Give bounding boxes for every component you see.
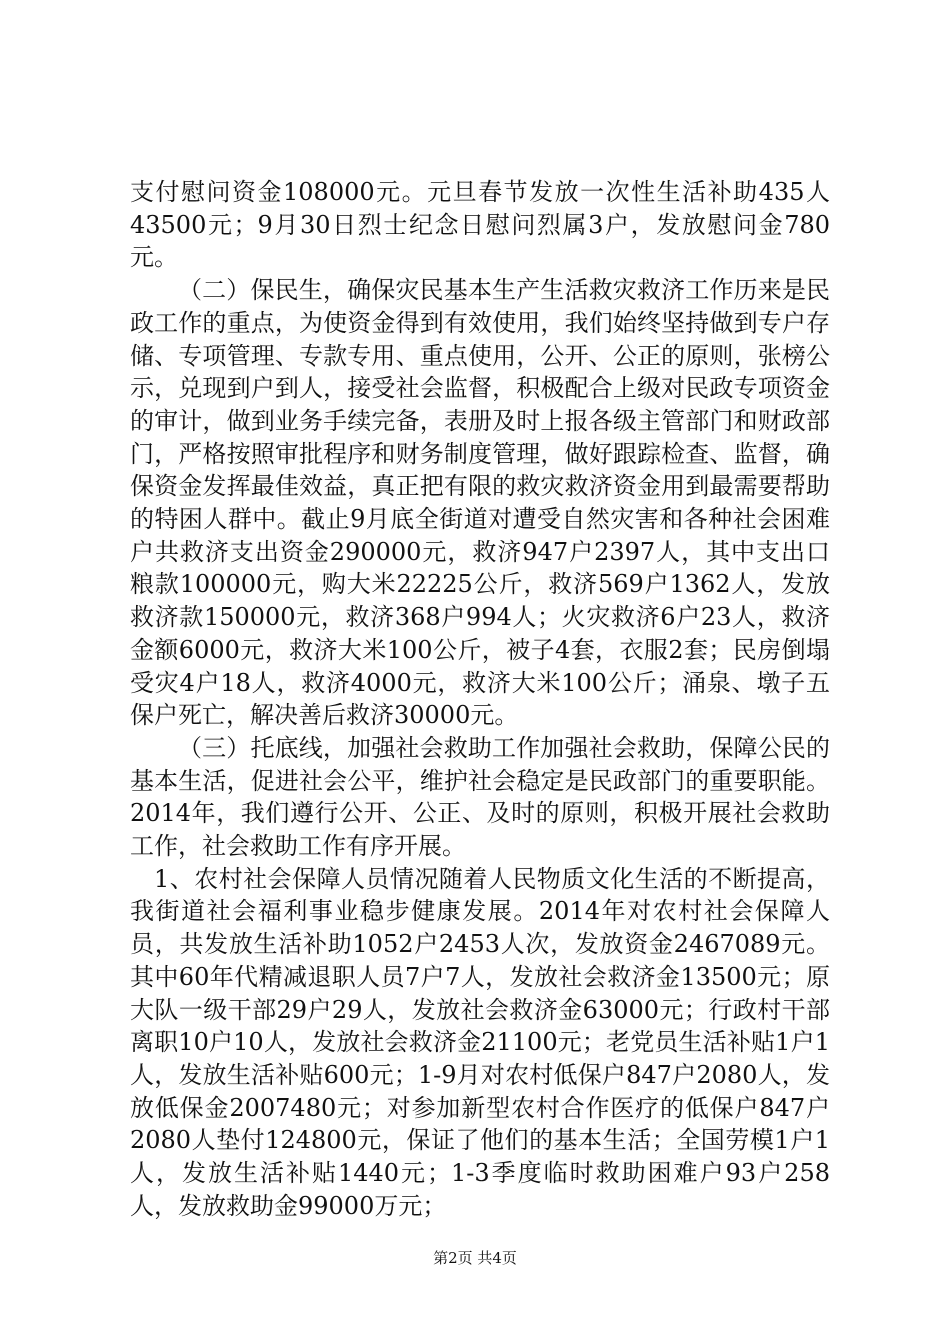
paragraph-3: （三）托底线，加强社会救助工作加强社会救助，保障公民的基本生活，促进社会公平，维护社会稳定是民政部门的重要职能。2014年，我们遵行公开、公正、及时的原则，积极开展社会救助工作，社会救助工作有序开展。: [130, 733, 830, 861]
paragraph-4: 1、农村社会保障人员情况随着人民物质文化生活的不断提高，我街道社会福利事业稳步健康发展。2014年对农村社会保障人员，共发放生活补助1052户2453人次，发放资金2467089元。其中60年代精减退职人员7户7人，发放社会救济金13500元；原大队一级干部29户29人，发放社会救济金63000元；行政村干部离职10户10人，发放社会救济金21100元；老党员生活补贴1户1人，发放生活补贴600元；1-9月对农村低保户847户2080人，发放低保金2007480元；对参加新型农村合作医疗的低保户847户2080人垫付124800元，保证了他们的基本生活；全国劳模1户1人，发放生活补贴1440元；1-3季度临时救助困难户93户258人，发放救助金99000万元；: [130, 864, 830, 1220]
paragraph-2: （二）保民生，确保灾民基本生产生活救灾救济工作历来是民政工作的重点，为使资金得到有效使用，我们始终坚持做到专户存储、专项管理、专款专用、重点使用，公开、公正的原则，张榜公示，兑现到户到人，接受社会监督，积极配合上级对民政专项资金的审计，做到业务手续完备，表册及时上报各级主管部门和财政部门，严格按照审批程序和财务制度管理，做好跟踪检查、监督，确保资金发挥最佳效益，真正把有限的救灾救济资金用到最需要帮助的特困人群中。截止9月底全街道对遭受自然灾害和各种社会困难户共救济支出资金290000元，救济947户2397人，其中支出口粮款100000元，购大米22225公斤，救济569户1362人，发放救济款150000元，救济368户994人；火灾救济6户23人，救济金额6000元，救济大米100公斤，被子4套，衣服2套；民房倒塌受灾4户18人，救济4000元，救济大米100公斤；涌泉、墩子五保户死亡，解决善后救济30000元。: [130, 276, 830, 730]
document-body: [130, 176, 830, 1223]
paragraph-1: 支付慰问资金108000元。元旦春节发放一次性生活补助435人43500元；9月30日烈士纪念日慰问烈属3户，发放慰问金780元。: [130, 178, 830, 272]
page-number-footer: 第2页 共4页: [433, 1249, 517, 1267]
